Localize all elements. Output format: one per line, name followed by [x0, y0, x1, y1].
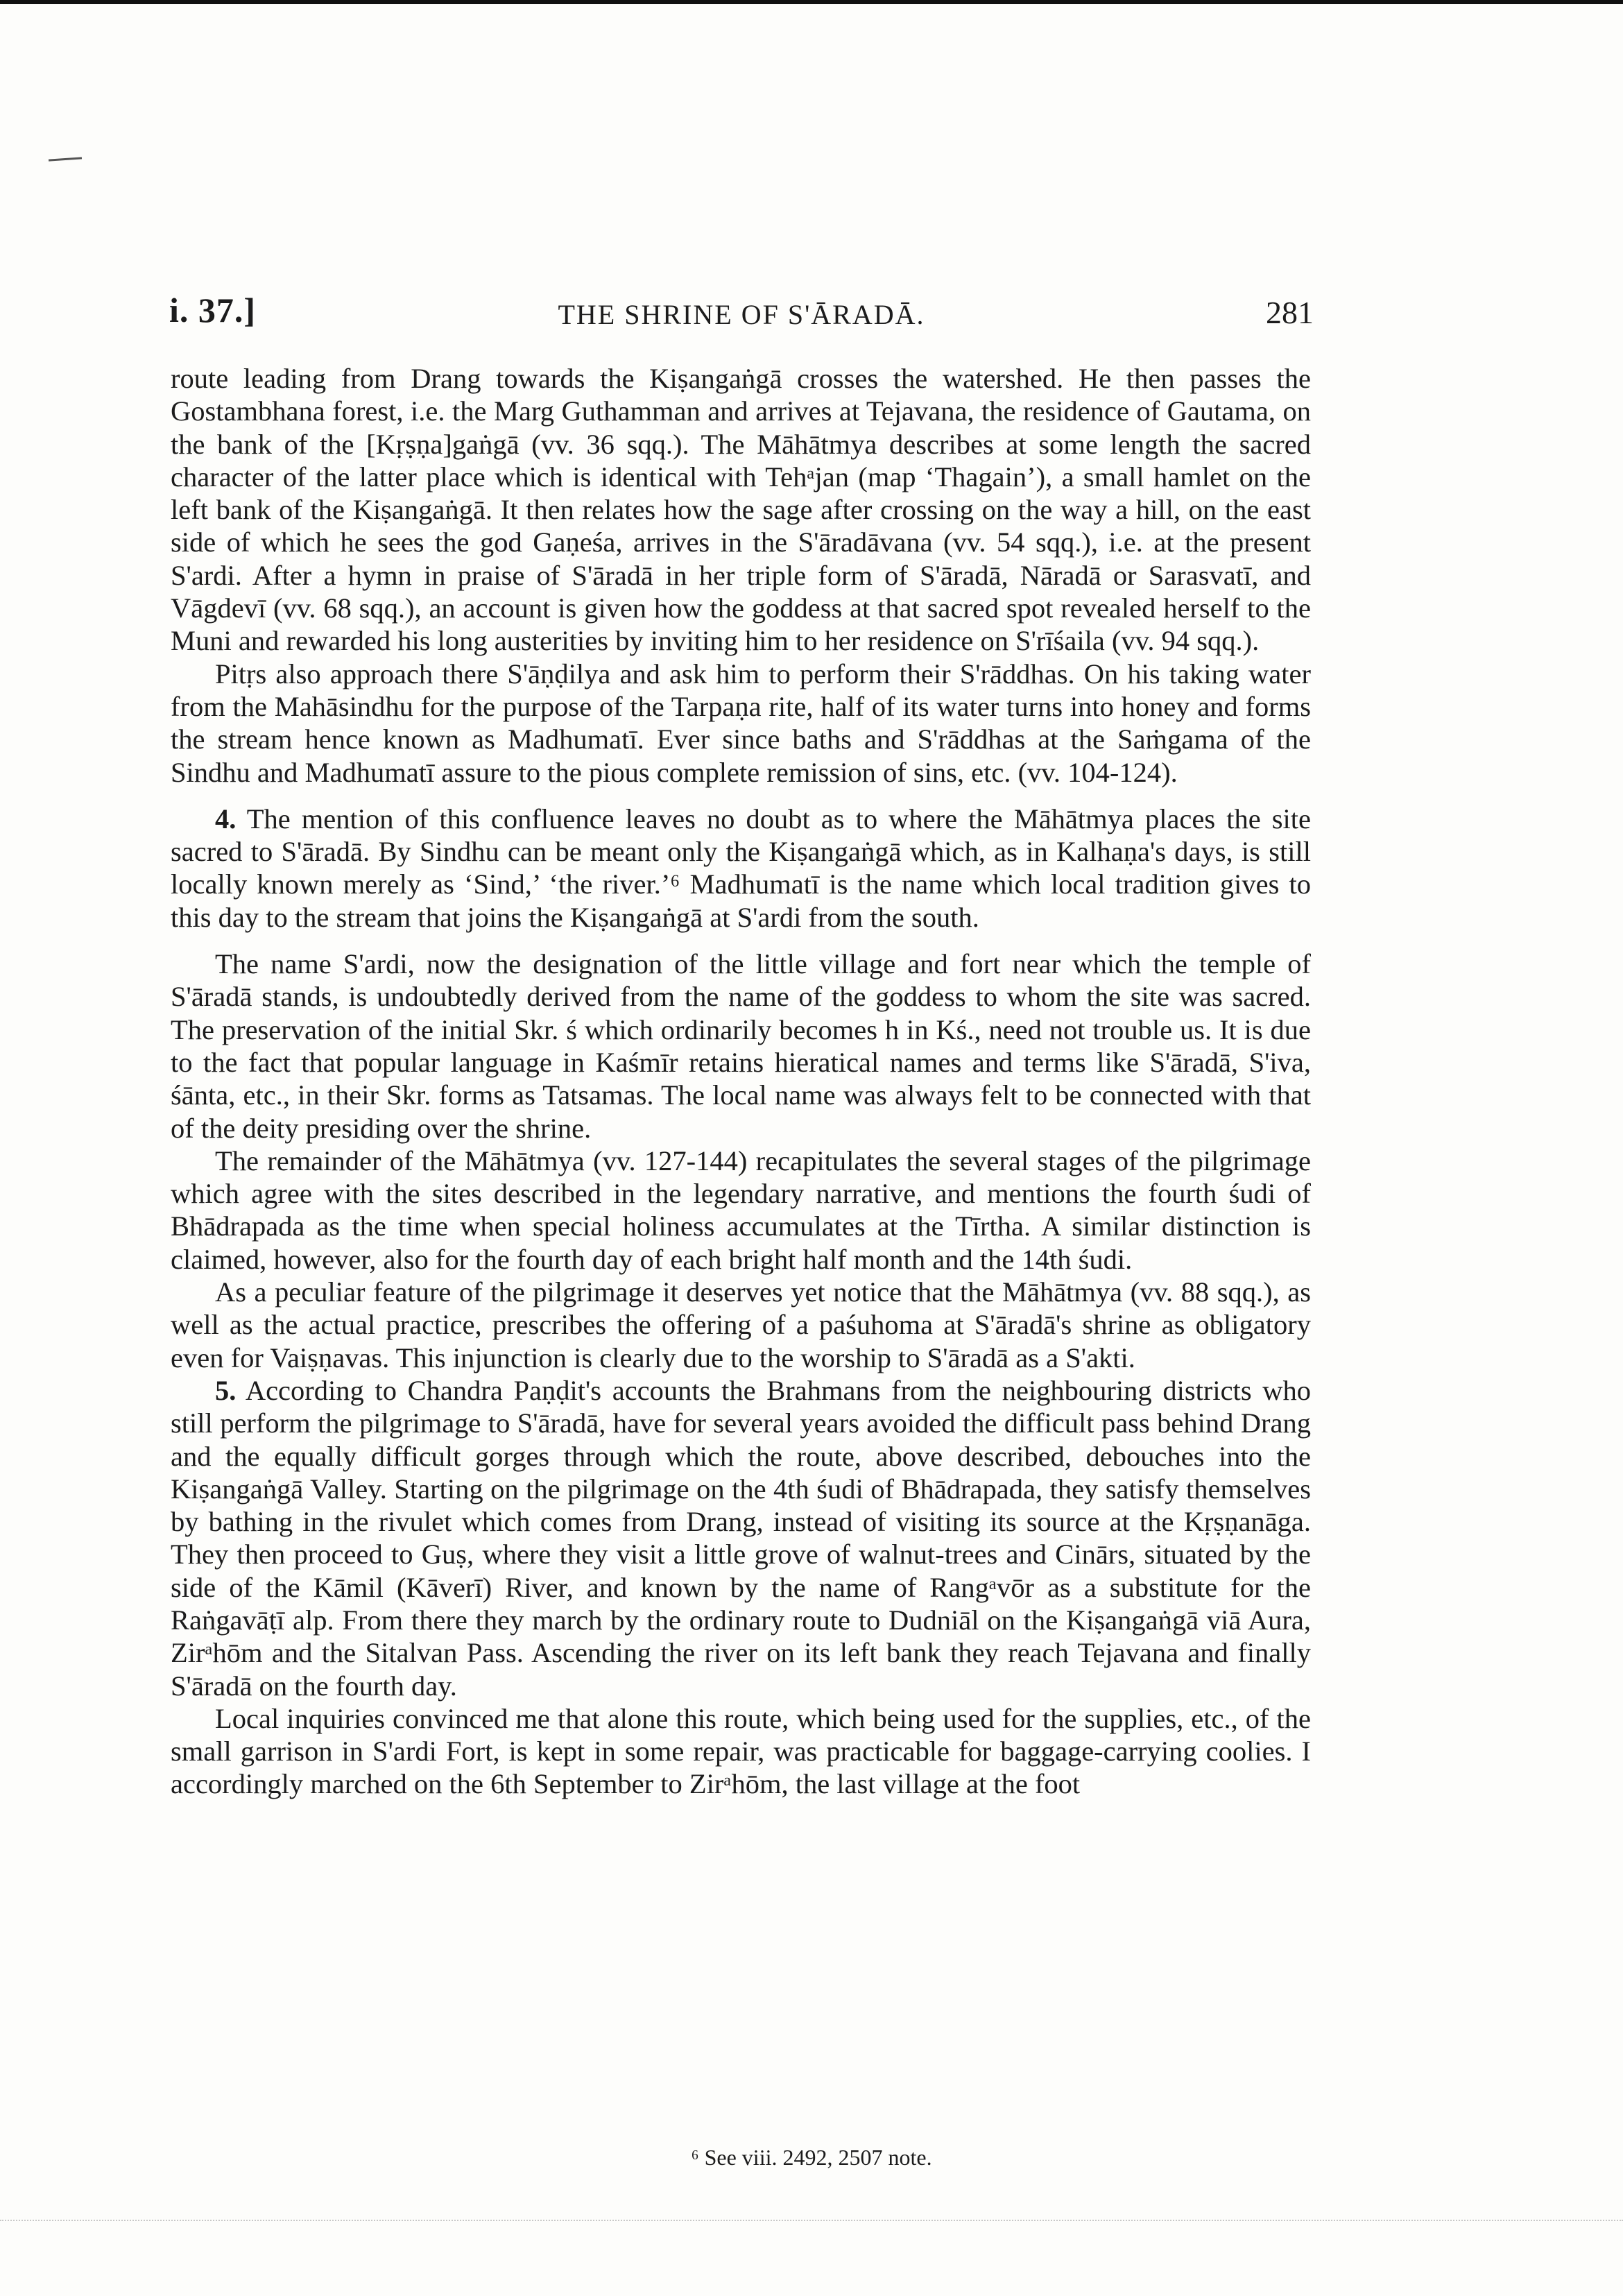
- running-title: THE SHRINE OF S'ĀRADĀ.: [558, 299, 925, 330]
- paragraph-text: The mention of this confluence leaves no doubt as to where the Māhātmya places the site sacred to S'āradā. By Sindhu can be meant only the Kiṣangaṅgā which, as in Kalhaṇa's days, is still locally known merely as ‘Sind,’ ‘the river.’⁶ Madhumatī is the name which local tradition gives to this day to the stream that joins the Kiṣangaṅgā at S'ardi from the south.: [171, 803, 1311, 933]
- footnote: ⁶ See viii. 2492, 2507 note.: [691, 2145, 932, 2170]
- section-number: 4.: [215, 803, 237, 834]
- page-number: 281: [1266, 295, 1314, 330]
- page-header: [169, 290, 1314, 339]
- paragraph: The remainder of the Māhātmya (vv. 127-144) recapitulates the several stages of the pilgrimage which agree with the sites described in the legendary narrative, and mentions the fourth śudi of Bhādrapada as the time when special holiness accumulates at the Tīrtha. A similar distinction is claimed, however, also for the fourth day of each bright half month and the 14th śudi.: [171, 1145, 1311, 1275]
- paragraph-text: According to Chandra Paṇḍit's accounts the Brahmans from the neighbouring districts who still perform the pilgrimage to S'āradā, have for several years avoided the difficult pass behind Drang and the equally difficult gorges through which the route, above described, debouches into the Kiṣangaṅgā Valley. Starting on the pilgrimage on the 4th śudi of Bhādrapada, they satisfy themselves by bathing in the rivulet which comes from Drang, instead of visiting its source at the Kṛṣṇanāga. They then proceed to Guṣ, where they visit a little grove of walnut-trees and Cinārs, situated by the side of the Kāmil (Kāverī) River, and known by the name of Rangᵃvōr as a substitute for the Raṅgavāṭī alp. From there they march by the ordinary route to Dudniāl on the Kiṣangaṅgā viā Aura, Zirᵃhōm and the Sitalvan Pass. Ascending the river on its left bank they reach Tejavana and finally S'āradā on the fourth day.: [171, 1374, 1311, 1702]
- paragraph: Local inquiries convinced me that alone this route, which being used for the supplies, etc., of the small garrison in S'ardi Fort, is kept in some repair, was practicable for baggage-carrying coolies. I accordingly marched on the 6th September to Zirᵃhōm, the last village at the foot: [171, 1702, 1311, 1800]
- paragraph-numbered: [171, 803, 1311, 934]
- paragraph: The name S'ardi, now the designation of the little village and fort near which the temple of S'āradā stands, is undoubtedly derived from the name of the goddess to whom the site was sacred. The preservation of the initial Skr. ś which ordinarily becomes h in Kś., need not trouble us. It is due to the fact that popular language in Kaśmīr retains hieratical names and terms like S'āradā, S'iva, śānta, etc., in their Skr. forms as Tatsamas. The local name was always felt to be connected with that of the deity presiding over the shrine.: [171, 948, 1311, 1144]
- paragraph: Pitṛs also approach there S'āṇḍilya and ask him to perform their S'rāddhas. On his taking water from the Mahāsindhu for the purpose of the Tarpaṇa rite, half of its water turns into honey and forms the stream hence known as Madhumatī. Ever since baths and S'rāddhas at the Saṁgama of the Sindhu and Madhumatī assure to the pious complete remission of sins, etc. (vv. 104-124).: [171, 658, 1311, 788]
- body-text: [171, 362, 1311, 1801]
- paragraph: As a peculiar feature of the pilgrimage it deserves yet notice that the Māhātmya (vv. 88 sqq.), as well as the actual practice, prescribes the offering of a paśuhoma at S'āradā's shrine as obligatory even for Vaiṣṇavas. This injunction is clearly due to the worship to S'āradā as a S'akti.: [171, 1276, 1311, 1373]
- paragraph: route leading from Drang towards the Kiṣangaṅgā crosses the watershed. He then passes the Gostambhana forest, i.e. the Marg Guthamman and arrives at Tejavana, the residence of Gautama, on the bank of the [Kṛṣṇa]gaṅgā (vv. 36 sqq.). The Māhātmya describes at some length the sacred character of the latter place which is identical with Tehᵃjan (map ‘Thagain’), a small hamlet on the left bank of the Kiṣangaṅgā. It then relates how the sage after crossing on the way a hill, on the east side of which he sees the god Gaṇeśa, arrives in the S'āradāvana (vv. 54 sqq.), i.e. at the present S'ardi. After a hymn in praise of S'āradā in her triple form of S'āradā, Nāradā or Sarasvatī, and Vāgdevī (vv. 68 sqq.), an account is given how the goddess at that sacred spot revealed herself to the Muni and rewarded his long austerities by inviting him to her residence on S'rīśaila (vv. 94 sqq.).: [171, 363, 1311, 657]
- top-border-line: [0, 0, 1623, 4]
- scan-mark: [49, 157, 82, 161]
- scan-noise-line: [0, 2220, 1623, 2223]
- section-number: 5.: [215, 1374, 237, 1406]
- paragraph-numbered: [171, 1374, 1311, 1702]
- section-reference: i. 37.]: [169, 291, 257, 329]
